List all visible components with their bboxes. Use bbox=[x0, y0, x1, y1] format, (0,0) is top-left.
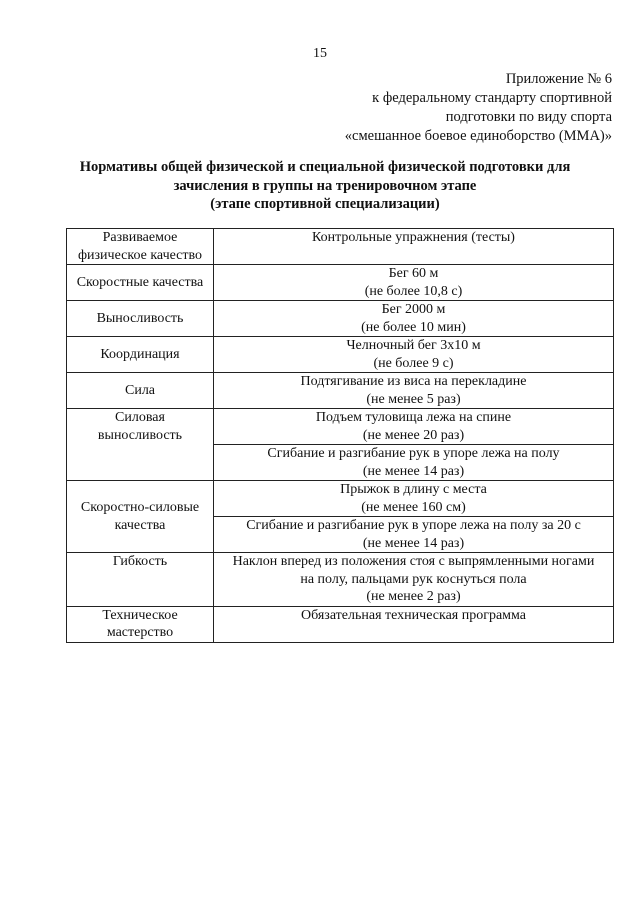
quality-cell bbox=[67, 481, 214, 553]
document-title bbox=[40, 158, 610, 214]
test-norm: (не менее 14 раз) bbox=[362, 535, 465, 551]
test-name: Сгибание и разгибание рук в упоре лежа на полу bbox=[267, 446, 560, 461]
test-name: Подъем туловища лежа на спине bbox=[315, 410, 512, 425]
test-name: Обязательная техническая программа bbox=[300, 607, 527, 623]
quality-label: Сила bbox=[124, 382, 156, 398]
quality-label: качества bbox=[114, 517, 166, 533]
test-cell bbox=[214, 445, 614, 481]
test-norm: (не более 10,8 с) bbox=[364, 283, 463, 299]
title-line: Нормативы общей физической и специальной физической подготовки для bbox=[79, 159, 571, 175]
quality-label: Техническое bbox=[102, 607, 178, 623]
quality-cell bbox=[67, 409, 214, 481]
test-cell bbox=[214, 409, 614, 445]
quality-label: Координация bbox=[100, 346, 180, 362]
appendix-reference: к федеральному стандарту спортивной bbox=[372, 90, 612, 106]
table-row bbox=[67, 301, 614, 337]
test-norm: (не менее 5 раз) bbox=[366, 391, 461, 407]
table-row bbox=[67, 409, 614, 445]
standards-table bbox=[66, 228, 614, 643]
title-line: (этапе спортивной специализации) bbox=[210, 196, 440, 212]
table-row bbox=[67, 265, 614, 301]
header-quality-label: физическое качество bbox=[77, 247, 203, 263]
table-row bbox=[67, 373, 614, 409]
page-number: 15 bbox=[313, 46, 327, 61]
quality-label: Скоростно-силовые bbox=[80, 500, 200, 515]
header-tests-label: Контрольные упражнения (тесты) bbox=[312, 230, 515, 245]
test-cell bbox=[214, 301, 614, 337]
quality-cell bbox=[67, 553, 214, 607]
table-row bbox=[67, 337, 614, 373]
quality-cell bbox=[67, 373, 214, 409]
test-norm: (не менее 20 раз) bbox=[362, 427, 465, 443]
quality-cell bbox=[67, 606, 214, 642]
test-cell bbox=[214, 373, 614, 409]
test-name: Челночный бег 3х10 м bbox=[346, 338, 481, 353]
test-cell bbox=[214, 265, 614, 301]
test-name: Прыжок в длину с места bbox=[340, 482, 487, 497]
quality-cell bbox=[67, 301, 214, 337]
table-row bbox=[67, 481, 614, 517]
test-cell bbox=[214, 337, 614, 373]
test-name: Бег 60 м bbox=[388, 266, 439, 281]
header-tests-cell bbox=[214, 229, 614, 265]
test-cell bbox=[214, 553, 614, 607]
test-cell bbox=[214, 606, 614, 642]
test-name: Наклон вперед из положения стоя с выпрямленными ногами bbox=[232, 554, 595, 569]
quality-label: Выносливость bbox=[96, 310, 184, 326]
quality-label: Гибкость bbox=[112, 554, 168, 569]
test-norm: (не более 9 с) bbox=[373, 355, 454, 371]
quality-label: мастерство bbox=[106, 625, 174, 640]
quality-cell bbox=[67, 337, 214, 373]
test-cell bbox=[214, 517, 614, 553]
test-norm: (не более 10 мин) bbox=[361, 319, 466, 335]
quality-cell bbox=[67, 265, 214, 301]
appendix-sport-name: «смешанное боевое единоборство (ММА)» bbox=[344, 128, 612, 144]
test-norm: (не менее 14 раз) bbox=[362, 463, 465, 479]
test-name: Бег 2000 м bbox=[381, 302, 446, 317]
header-quality-label: Развиваемое bbox=[102, 230, 178, 245]
test-norm: (не менее 2 раз) bbox=[366, 589, 461, 604]
table-header-row bbox=[67, 229, 614, 265]
appendix-reference: подготовки по виду спорта bbox=[445, 109, 612, 125]
appendix-header bbox=[345, 70, 612, 146]
quality-label: Скоростные качества bbox=[76, 274, 204, 290]
appendix-number: Приложение № 6 bbox=[505, 71, 612, 87]
test-name: Подтягивание из виса на перекладине bbox=[300, 374, 527, 389]
test-name: Сгибание и разгибание рук в упоре лежа на полу за 20 с bbox=[246, 518, 581, 533]
test-name: на полу, пальцами рук коснуться пола bbox=[300, 571, 527, 587]
quality-label: Силовая bbox=[115, 410, 165, 425]
title-line: зачисления в группы на тренировочном этапе bbox=[173, 177, 477, 194]
table-row bbox=[67, 606, 614, 642]
test-cell bbox=[214, 481, 614, 517]
header-quality-cell bbox=[67, 229, 214, 265]
test-norm: (не менее 160 см) bbox=[361, 499, 466, 515]
table-row bbox=[67, 553, 614, 607]
quality-label: выносливость bbox=[97, 427, 183, 443]
